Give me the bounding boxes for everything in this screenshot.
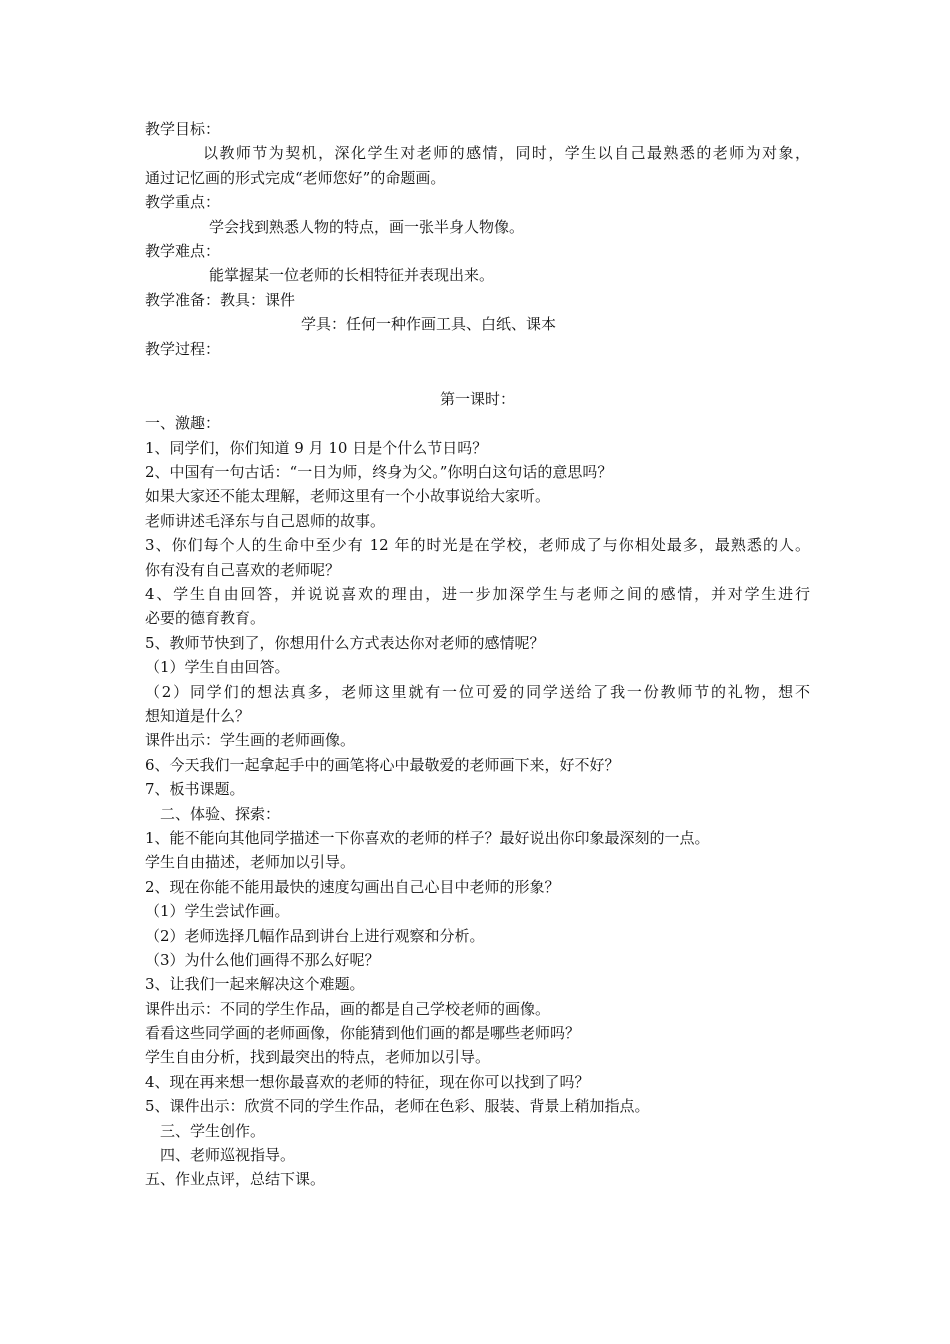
section-1-heading: 一、激趣： (145, 414, 221, 433)
list-item: 1、同学们，你们知道 9 月 10 日是个什么节日吗？ (145, 438, 488, 457)
list-item: 必要的德育教育。 (145, 609, 266, 628)
list-item: 2、中国有一句古话：“一日为师，终身为父。”你明白这句话的意思吗？ (145, 463, 613, 482)
list-item: （1）学生尝试作画。 (145, 902, 290, 921)
goal-text-line-1: 以教师节为契机，深化学生对老师的感情，同时，学生以自己最熟悉的老师为对象， (203, 144, 810, 163)
section-4-heading: 四、老师巡视指导。 (160, 1146, 296, 1165)
difficulty-label: 教学难点： (145, 241, 221, 260)
list-item: 7、板书课题。 (145, 780, 245, 799)
key-point-label: 教学重点： (145, 193, 221, 212)
difficulty-text: 能掌握某一位老师的长相特征并表现出来。 (209, 266, 495, 285)
list-item: 4、现在再来想一想你最喜欢的老师的特征，现在你可以找到了吗？ (145, 1072, 590, 1091)
list-item: 6、今天我们一起拿起手中的画笔将心中最敬爱的老师画下来，好不好？ (145, 755, 620, 774)
list-item: 2、现在你能不能用最快的速度勾画出自己心目中老师的形象？ (145, 877, 560, 896)
list-item: 看看这些同学画的老师画像，你能猜到他们画的都是哪些老师吗？ (145, 1024, 581, 1043)
list-item: 你有没有自己喜欢的老师呢？ (145, 560, 341, 579)
list-item: 5、课件出示：欣赏不同的学生作品，老师在色彩、服装、背景上稍加指点。 (145, 1097, 650, 1116)
list-item: 如果大家还不能太理解，老师这里有一个小故事说给大家听。 (145, 487, 551, 506)
list-item: 5、教师节快到了，你想用什么方式表达你对老师的感情呢？ (145, 633, 545, 652)
list-item: 课件出示：学生画的老师画像。 (145, 731, 356, 750)
section-3-heading: 三、学生创作。 (160, 1121, 266, 1140)
key-point-text: 学会找到熟悉人物的特点，画一张半身人物像。 (209, 217, 525, 236)
list-item: （2）老师选择几幅作品到讲台上进行观察和分析。 (145, 926, 485, 945)
section-2-heading: 二、体验、探索： (160, 804, 281, 823)
list-item: 4、学生自由回答，并说说喜欢的理由，进一步加深学生与老师之间的感情，并对学生进行 (145, 585, 810, 604)
list-item: 3、你们每个人的生命中至少有 12 年的时光是在学校，老师成了与你相处最多，最熟悉的人。 (145, 536, 810, 555)
prep-student-tools: 学具：任何一种作画工具、白纸、课本 (301, 315, 557, 334)
prep-teacher-tools: 教学准备：教具：课件 (145, 290, 296, 309)
list-item: （2）同学们的想法真多，老师这里就有一位可爱的同学送给了我一份教师节的礼物，想不 (145, 682, 810, 701)
section-5-heading: 五、作业点评，总结下课。 (145, 1170, 326, 1189)
list-item: （1）学生自由回答。 (145, 658, 290, 677)
list-item: 老师讲述毛泽东与自己恩师的故事。 (145, 511, 386, 530)
spacer (145, 361, 810, 387)
list-item: 学生自由描述，老师加以引导。 (145, 853, 356, 872)
goal-text-line-2: 通过记忆画的形式完成“老师您好”的命题画。 (145, 168, 446, 187)
list-item: （3）为什么他们画得不那么好呢？ (145, 950, 380, 969)
list-item: 想知道是什么？ (145, 706, 251, 725)
goal-label: 教学目标： (145, 120, 221, 138)
process-label: 教学过程： (145, 339, 221, 358)
list-item: 1、能不能向其他同学描述一下你喜欢的老师的样子？最好说出你印象最深刻的一点。 (145, 828, 710, 847)
list-item: 学生自由分析，找到最突出的特点，老师加以引导。 (145, 1048, 491, 1067)
list-item: 3、让我们一起来解决这个难题。 (145, 975, 365, 994)
list-item: 课件出示：不同的学生作品，画的都是自己学校老师的画像。 (145, 999, 551, 1018)
lesson-title: 第一课时： (439, 389, 515, 408)
document-body (145, 117, 810, 1192)
